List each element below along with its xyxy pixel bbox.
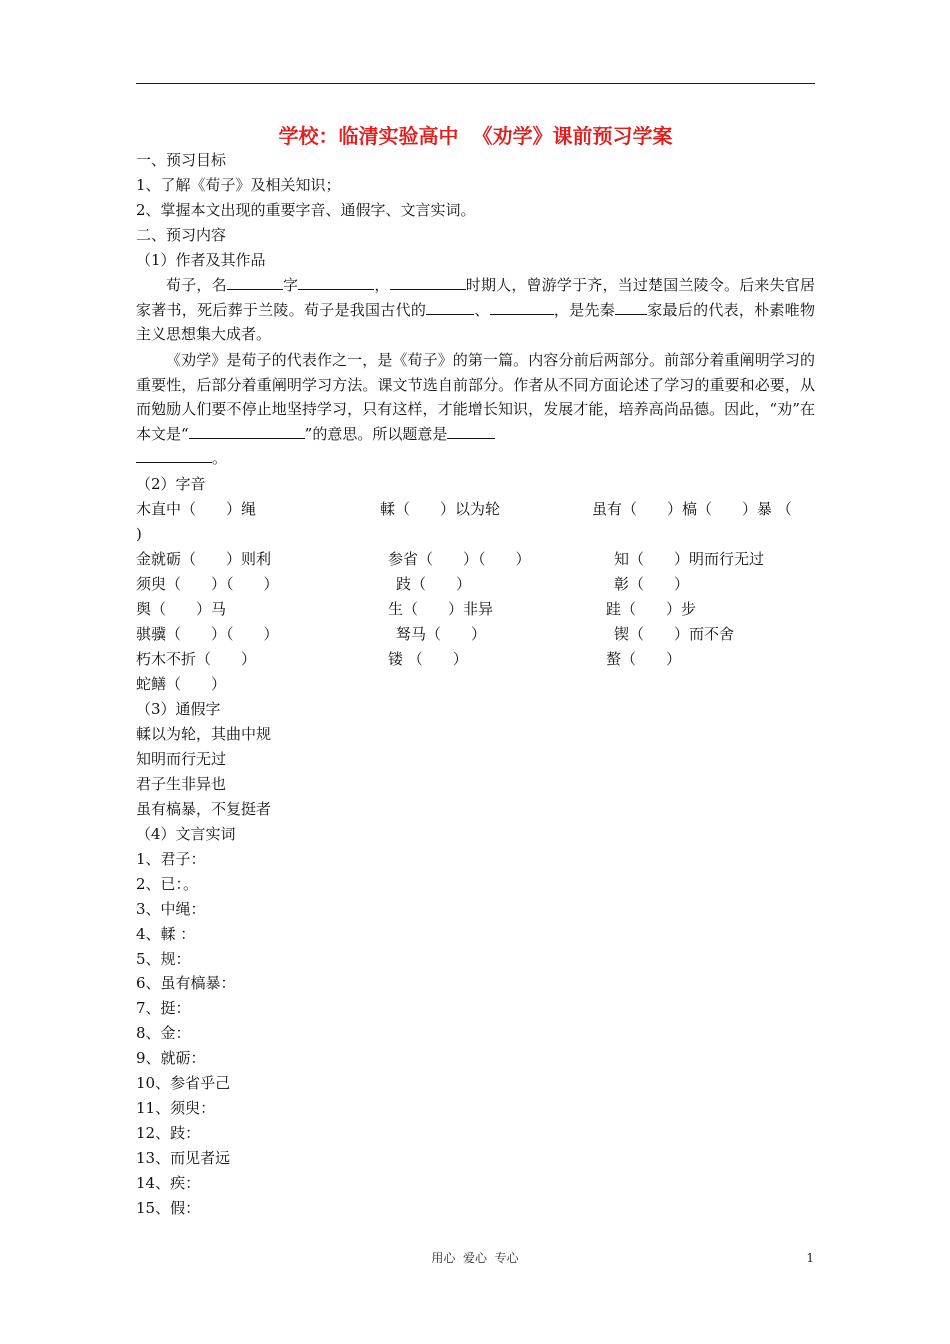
pron-item: 跬（ ）步 bbox=[606, 600, 697, 618]
header-rule bbox=[136, 83, 815, 84]
shici-item: 10、参省乎己 bbox=[136, 1074, 231, 1092]
shici-item: 1、君子： bbox=[136, 850, 206, 868]
pron-item: 虽有（ ）槁（ ）暴 （ bbox=[592, 500, 792, 518]
section-1-heading: 一、预习目标 bbox=[136, 151, 227, 169]
goal-item-1: 1、了解《荀子》及相关知识； bbox=[136, 176, 341, 194]
pron-item: 须臾（ ）（ ） bbox=[136, 575, 279, 593]
shici-item: 14、疾： bbox=[136, 1174, 201, 1192]
shici-item: 11、须臾： bbox=[136, 1099, 216, 1117]
blank-role-1[interactable] bbox=[426, 299, 474, 315]
author-paragraph: 荀子，名 字 ， 时期人，曾游学于齐，当过楚国兰陵令。后来失官居家著书，死后葬于兰陵。荀子是我国古代的 、 ，是先秦 家最后的代表，朴素唯物主义思想集大成者。 bbox=[136, 276, 815, 343]
section-2-heading: 二、预习内容 bbox=[136, 226, 227, 244]
subsection-author: （1）作者及其作品 bbox=[136, 251, 266, 269]
shici-item: 12、跂： bbox=[136, 1124, 201, 1142]
pron-item: 木直中（ ）绳 bbox=[136, 500, 257, 518]
pron-item: 彰（ ） bbox=[614, 575, 690, 593]
tongjia-item: 君子生非异也 bbox=[136, 775, 227, 793]
blank-meaning[interactable] bbox=[189, 423, 305, 439]
pron-item: 跂（ ） bbox=[396, 575, 472, 593]
blank-style-name[interactable] bbox=[298, 274, 374, 290]
tongjia-item: 輮以为轮，其曲中规 bbox=[136, 725, 272, 743]
shici-item: 5、规： bbox=[136, 950, 191, 968]
tongjia-item: 知明而行无过 bbox=[136, 750, 227, 768]
pron-item: 参省（ ）（ ） bbox=[388, 550, 531, 568]
pron-item: 輮（ ）以为轮 bbox=[380, 500, 501, 518]
pron-item: 知（ ）明而行无过 bbox=[614, 550, 765, 568]
blank-school[interactable] bbox=[615, 299, 647, 315]
blank-role-2[interactable] bbox=[490, 299, 554, 315]
pron-item: 镂 （ ） bbox=[388, 650, 468, 668]
blank-title-meaning-2[interactable] bbox=[136, 447, 212, 463]
blank-era[interactable] bbox=[390, 274, 466, 290]
pron-item: 驽马（ ） bbox=[396, 625, 487, 643]
blank-name[interactable] bbox=[227, 274, 283, 290]
blank-title-meaning-1[interactable] bbox=[447, 423, 495, 439]
shici-item: 8、金： bbox=[136, 1024, 191, 1042]
pron-item: 金就砺（ ）则利 bbox=[136, 550, 272, 568]
subsection-pronunciation: （2）字音 bbox=[136, 475, 206, 493]
page-number: 1 bbox=[806, 1251, 814, 1265]
shici-item: 6、虽有槁暴： bbox=[136, 974, 236, 992]
pron-item: 锲（ ）而不舍 bbox=[614, 625, 735, 643]
shici-item: 7、挺： bbox=[136, 999, 191, 1017]
goal-item-2: 2、掌握本文出现的重要字音、通假字、文言实词。 bbox=[136, 201, 476, 219]
pron-item: 生（ ）非异 bbox=[388, 600, 494, 618]
subsection-tongjia: （3）通假字 bbox=[136, 700, 221, 718]
page-title: 学校：临清实验高中 《劝学》课前预习学案 bbox=[278, 124, 673, 148]
shici-item: 15、假： bbox=[136, 1199, 201, 1217]
shici-item: 4、輮 ： bbox=[136, 925, 196, 943]
pron-item: ) bbox=[136, 525, 142, 543]
quanxue-paragraph: 《劝学》是荀子的代表作之一，是《荀子》的第一篇。内容分前后两部分。前部分着重阐明学习的重要性，后部分着重阐明学习方法。课文节选自前部分。作者从不同方面论述了学习的重要和必要，从而勉励人们要不停止地坚持学习，只有这样，才能增长知识，发展才能，培养高尚品德。因此，“劝”在本文是“ ”的意思。所以题意是 。 bbox=[136, 351, 815, 467]
shici-item: 13、而见者远 bbox=[136, 1149, 231, 1167]
shici-item: 2、已：。 bbox=[136, 875, 199, 893]
pron-item: 蛇鳝（ ） bbox=[136, 675, 227, 693]
pron-item: 舆（ ）马 bbox=[136, 600, 227, 618]
tongjia-item: 虽有槁暴，不复挺者 bbox=[136, 800, 272, 818]
shici-item: 3、中绳： bbox=[136, 900, 206, 918]
subsection-shici: （4）文言实词 bbox=[136, 825, 236, 843]
pron-item: 朽木不折（ ） bbox=[136, 650, 257, 668]
pron-item: 骐骥（ ）（ ） bbox=[136, 625, 279, 643]
pron-item: 螯（ ） bbox=[606, 650, 682, 668]
page-footer: 用心 爱心 专心 bbox=[431, 1251, 519, 1265]
shici-item: 9、就砺： bbox=[136, 1049, 206, 1067]
